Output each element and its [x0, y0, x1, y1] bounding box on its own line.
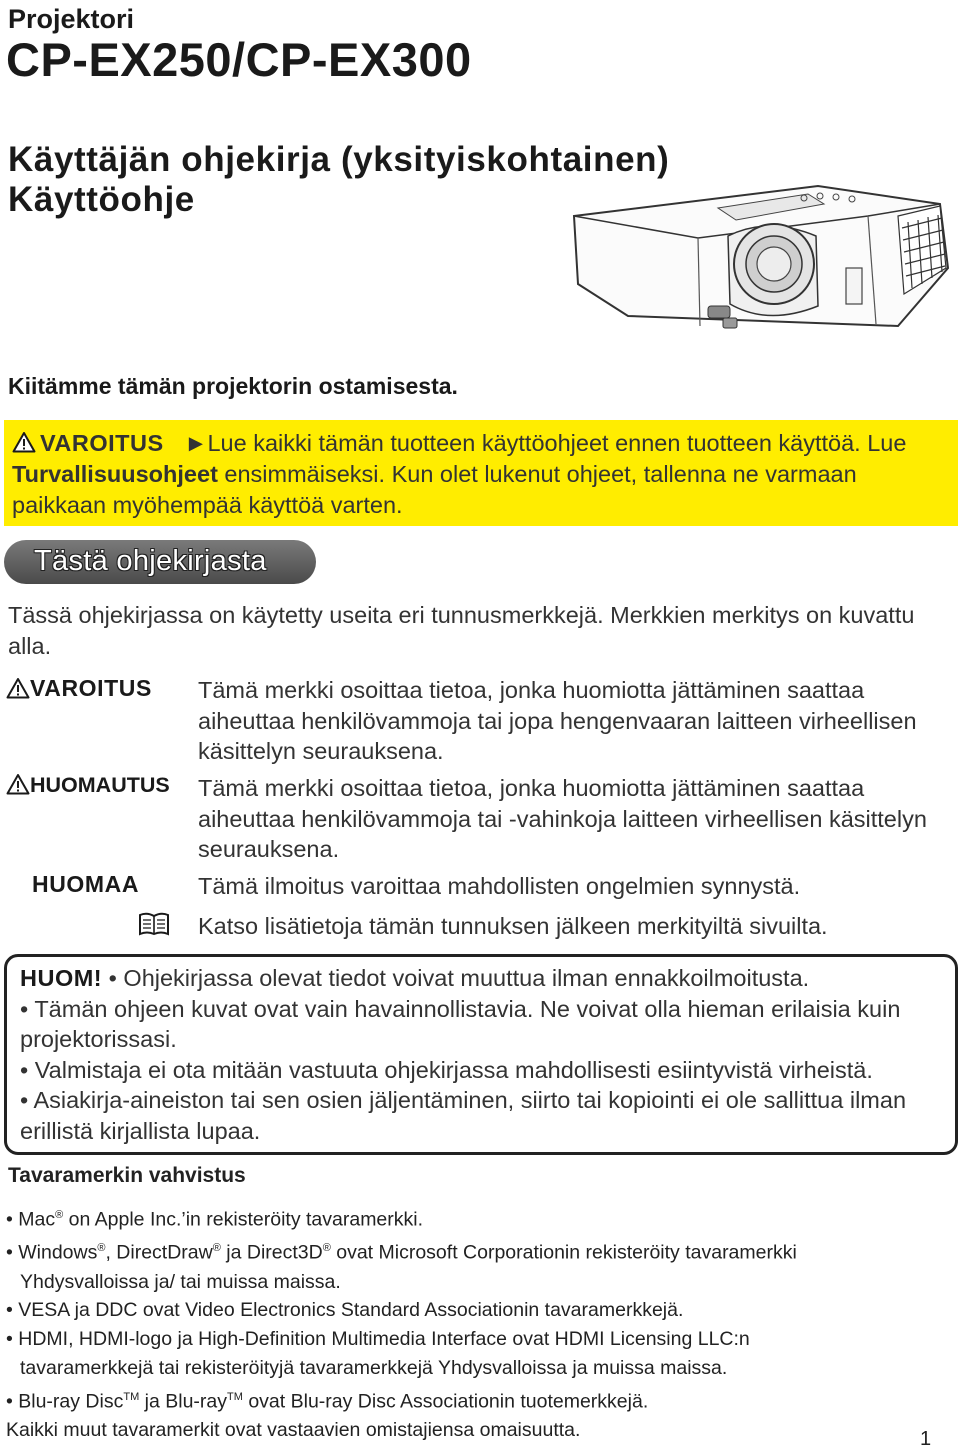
tm-hdmi-cont: tavaramerkkejä tai rekisteröityjä tavaramerkkejä Yhdysvalloissa ja muissa maissa.: [20, 1356, 728, 1379]
section-heading: Tästä ohjekirjasta: [34, 545, 267, 577]
warning-label: VAROITUS: [40, 430, 164, 456]
def-warning-row: [6, 675, 152, 702]
warning-triangle-icon: [6, 677, 30, 699]
tm-windows-cont: Yhdysvalloissa ja/ tai muissa maissa.: [20, 1270, 341, 1293]
note-item-1: • Ohjekirjassa olevat tiedot voivat muuttua ilman ennakkoilmoitusta.: [108, 965, 810, 991]
def-caution-row: [6, 773, 170, 798]
book-icon: [138, 912, 170, 936]
manual-subtitle: Käyttöohje: [8, 180, 195, 219]
page-number: 1: [920, 1428, 932, 1450]
manual-title: Käyttäjän ohjekirja (yksityiskohtainen): [8, 140, 670, 179]
thanks-text: Kiitämme tämän projektorin ostamisesta.: [8, 373, 458, 399]
note-label: HUOM!: [20, 965, 103, 991]
def-text-warning: Tämä merkki osoittaa tietoa, jonka huomiotta jättäminen saattaa aiheuttaa henkilövammoja tai jopa hengenvaaran laitteen virheellisen käsittelyn seurauksena.: [198, 677, 917, 764]
warning-triangle-icon: [6, 773, 30, 795]
section-heading-pill: [4, 540, 316, 584]
warning-box: [4, 420, 958, 526]
projector-image: [568, 176, 960, 336]
tm-bluray: • Blu-ray Disc™ ja Blu-ray™ ovat Blu-ray Disc Associationin tuotemerkkejä.: [6, 1390, 649, 1413]
arrow-icon: ►: [184, 430, 208, 456]
note-item-3: • Valmistaja ei ota mitään vastuuta ohjekirjassa mahdollisesti esiintyvistä virheistä.: [20, 1056, 873, 1083]
safety-link[interactable]: Turvallisuusohjeet: [12, 461, 218, 487]
def-label-caution: HUOMAUTUS: [30, 773, 170, 797]
tm-vesa: • VESA ja DDC ovat Video Electronics Standard Associationin tavaramerkkejä.: [6, 1299, 684, 1322]
note-item-2: • Tämän ohjeen kuvat ovat vain havainnollistavia. Ne voivat olla hieman erilaisia kuin projektorissasi.: [20, 995, 901, 1053]
tm-closing: Kaikki muut tavaramerkit ovat vastaavien omistajiensa omaisuutta.: [6, 1419, 581, 1442]
product-category: Projektori: [8, 4, 135, 34]
def-text-reference: Katso lisätietoja tämän tunnuksen jälkeen merkityiltä sivuilta.: [198, 913, 828, 939]
trademark-heading: Tavaramerkin vahvistus: [8, 1164, 246, 1187]
def-label-warning: VAROITUS: [30, 675, 152, 701]
warning-triangle-icon: [12, 431, 36, 453]
def-text-caution: Tämä merkki osoittaa tietoa, jonka huomiotta jättäminen saattaa aiheuttaa henkilövammoja tai -vahinkoja laitteen virheellisen käsittelyn seurauksena.: [198, 775, 927, 862]
trademark-list: [6, 1201, 950, 1445]
intro-text: Tässä ohjekirjassa on käytetty useita eri tunnusmerkkejä. Merkkien merkitys on kuvattu alla.: [8, 602, 915, 659]
def-label-notice: HUOMAA: [32, 871, 140, 897]
tm-windows: • Windows®, DirectDraw® ja Direct3D® ovat Microsoft Corporationin rekisteröity tavaramerkki: [6, 1241, 797, 1264]
note-box: [4, 954, 958, 1155]
note-item-4: • Asiakirja-aineiston tai sen osien jäljentäminen, siirto tai kopiointi ei ole sallittua ilman erillistä kirjallista lupaa.: [20, 1087, 907, 1144]
warning-text-1: Lue kaikki tämän tuotteen käyttöohjeet ennen tuotteen käyttöä. Lue: [207, 430, 907, 456]
warning-text-2: ensimmäiseksi. Kun olet lukenut ohjeet, tallenna ne varmaan paikkaan myöhempää käyttöä varten.: [12, 461, 857, 518]
tm-hdmi: • HDMI, HDMI-logo ja High-Definition Multimedia Interface ovat HDMI Licensing LLC:n: [6, 1328, 750, 1351]
tm-mac: • Mac® on Apple Inc.’in rekisteröity tavaramerkki.: [6, 1208, 424, 1231]
def-text-notice: Tämä ilmoitus varoittaa mahdollisten ongelmien synnystä.: [198, 873, 801, 899]
model-title: CP-EX250/CP-EX300: [6, 33, 472, 86]
